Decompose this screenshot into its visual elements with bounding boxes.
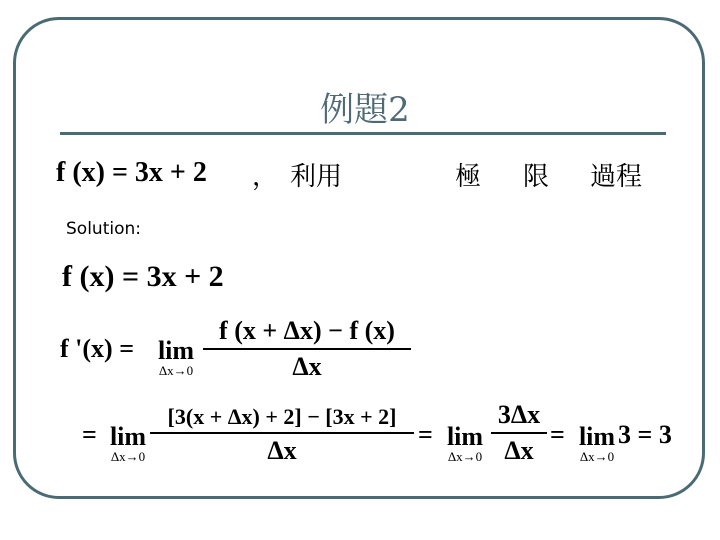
step3-lim3-word: lim bbox=[578, 422, 616, 451]
step3-lim2-sub: Δx→0 bbox=[447, 449, 483, 464]
step3-numerator2: 3Δx bbox=[497, 400, 541, 429]
intro-text-use: 利用 bbox=[290, 162, 343, 192]
step3-numerator1: [3(x + Δx) + 2] − [3x + 2] bbox=[167, 404, 397, 429]
step3-lim3-sub: Δx→0 bbox=[579, 449, 615, 464]
step3-eq3: = bbox=[550, 420, 565, 449]
step3-fraction2 bbox=[491, 400, 547, 466]
step3-limit3 bbox=[573, 424, 621, 464]
step2-lim-word: lim bbox=[157, 336, 195, 365]
step3-lim1-word: lim bbox=[109, 422, 147, 451]
intro-comma: ， bbox=[252, 162, 279, 192]
step3-result: 3 = 3 bbox=[618, 420, 672, 449]
intro-text-process: 過程 bbox=[590, 162, 643, 192]
step3-denominator1: Δx bbox=[267, 436, 297, 465]
step3-fraction2-bar bbox=[491, 432, 547, 434]
step1-equation: f (x) = 3x + 2 bbox=[62, 260, 224, 293]
step3-eq1: = bbox=[82, 420, 97, 449]
step2-fraction bbox=[203, 316, 411, 382]
intro-equation: f (x) = 3x + 2 bbox=[56, 157, 207, 188]
step2-limit bbox=[150, 338, 202, 378]
step3-limit2 bbox=[440, 424, 490, 464]
intro-text-limit: 極 bbox=[455, 162, 482, 192]
step3-limit1 bbox=[104, 424, 152, 464]
slide-title: 例題2 bbox=[320, 90, 410, 130]
step2-denominator: Δx bbox=[292, 352, 322, 381]
title-divider bbox=[60, 132, 666, 135]
intro-text-restrict: 限 bbox=[523, 162, 550, 192]
step3-fraction1 bbox=[150, 404, 414, 466]
step3-eq2: = bbox=[418, 420, 433, 449]
step2-numerator: f (x + Δx) − f (x) bbox=[219, 316, 395, 345]
step2-fraction-bar bbox=[203, 348, 411, 350]
step3-denominator2: Δx bbox=[504, 436, 534, 465]
step3-lim2-word: lim bbox=[446, 422, 484, 451]
step3-fraction1-bar bbox=[150, 432, 414, 434]
step2-lim-sub: Δx→0 bbox=[158, 363, 194, 378]
step3-lim1-sub: Δx→0 bbox=[110, 449, 146, 464]
solution-label: Solution: bbox=[66, 219, 141, 239]
step2-lhs: f '(x) = bbox=[60, 334, 135, 363]
